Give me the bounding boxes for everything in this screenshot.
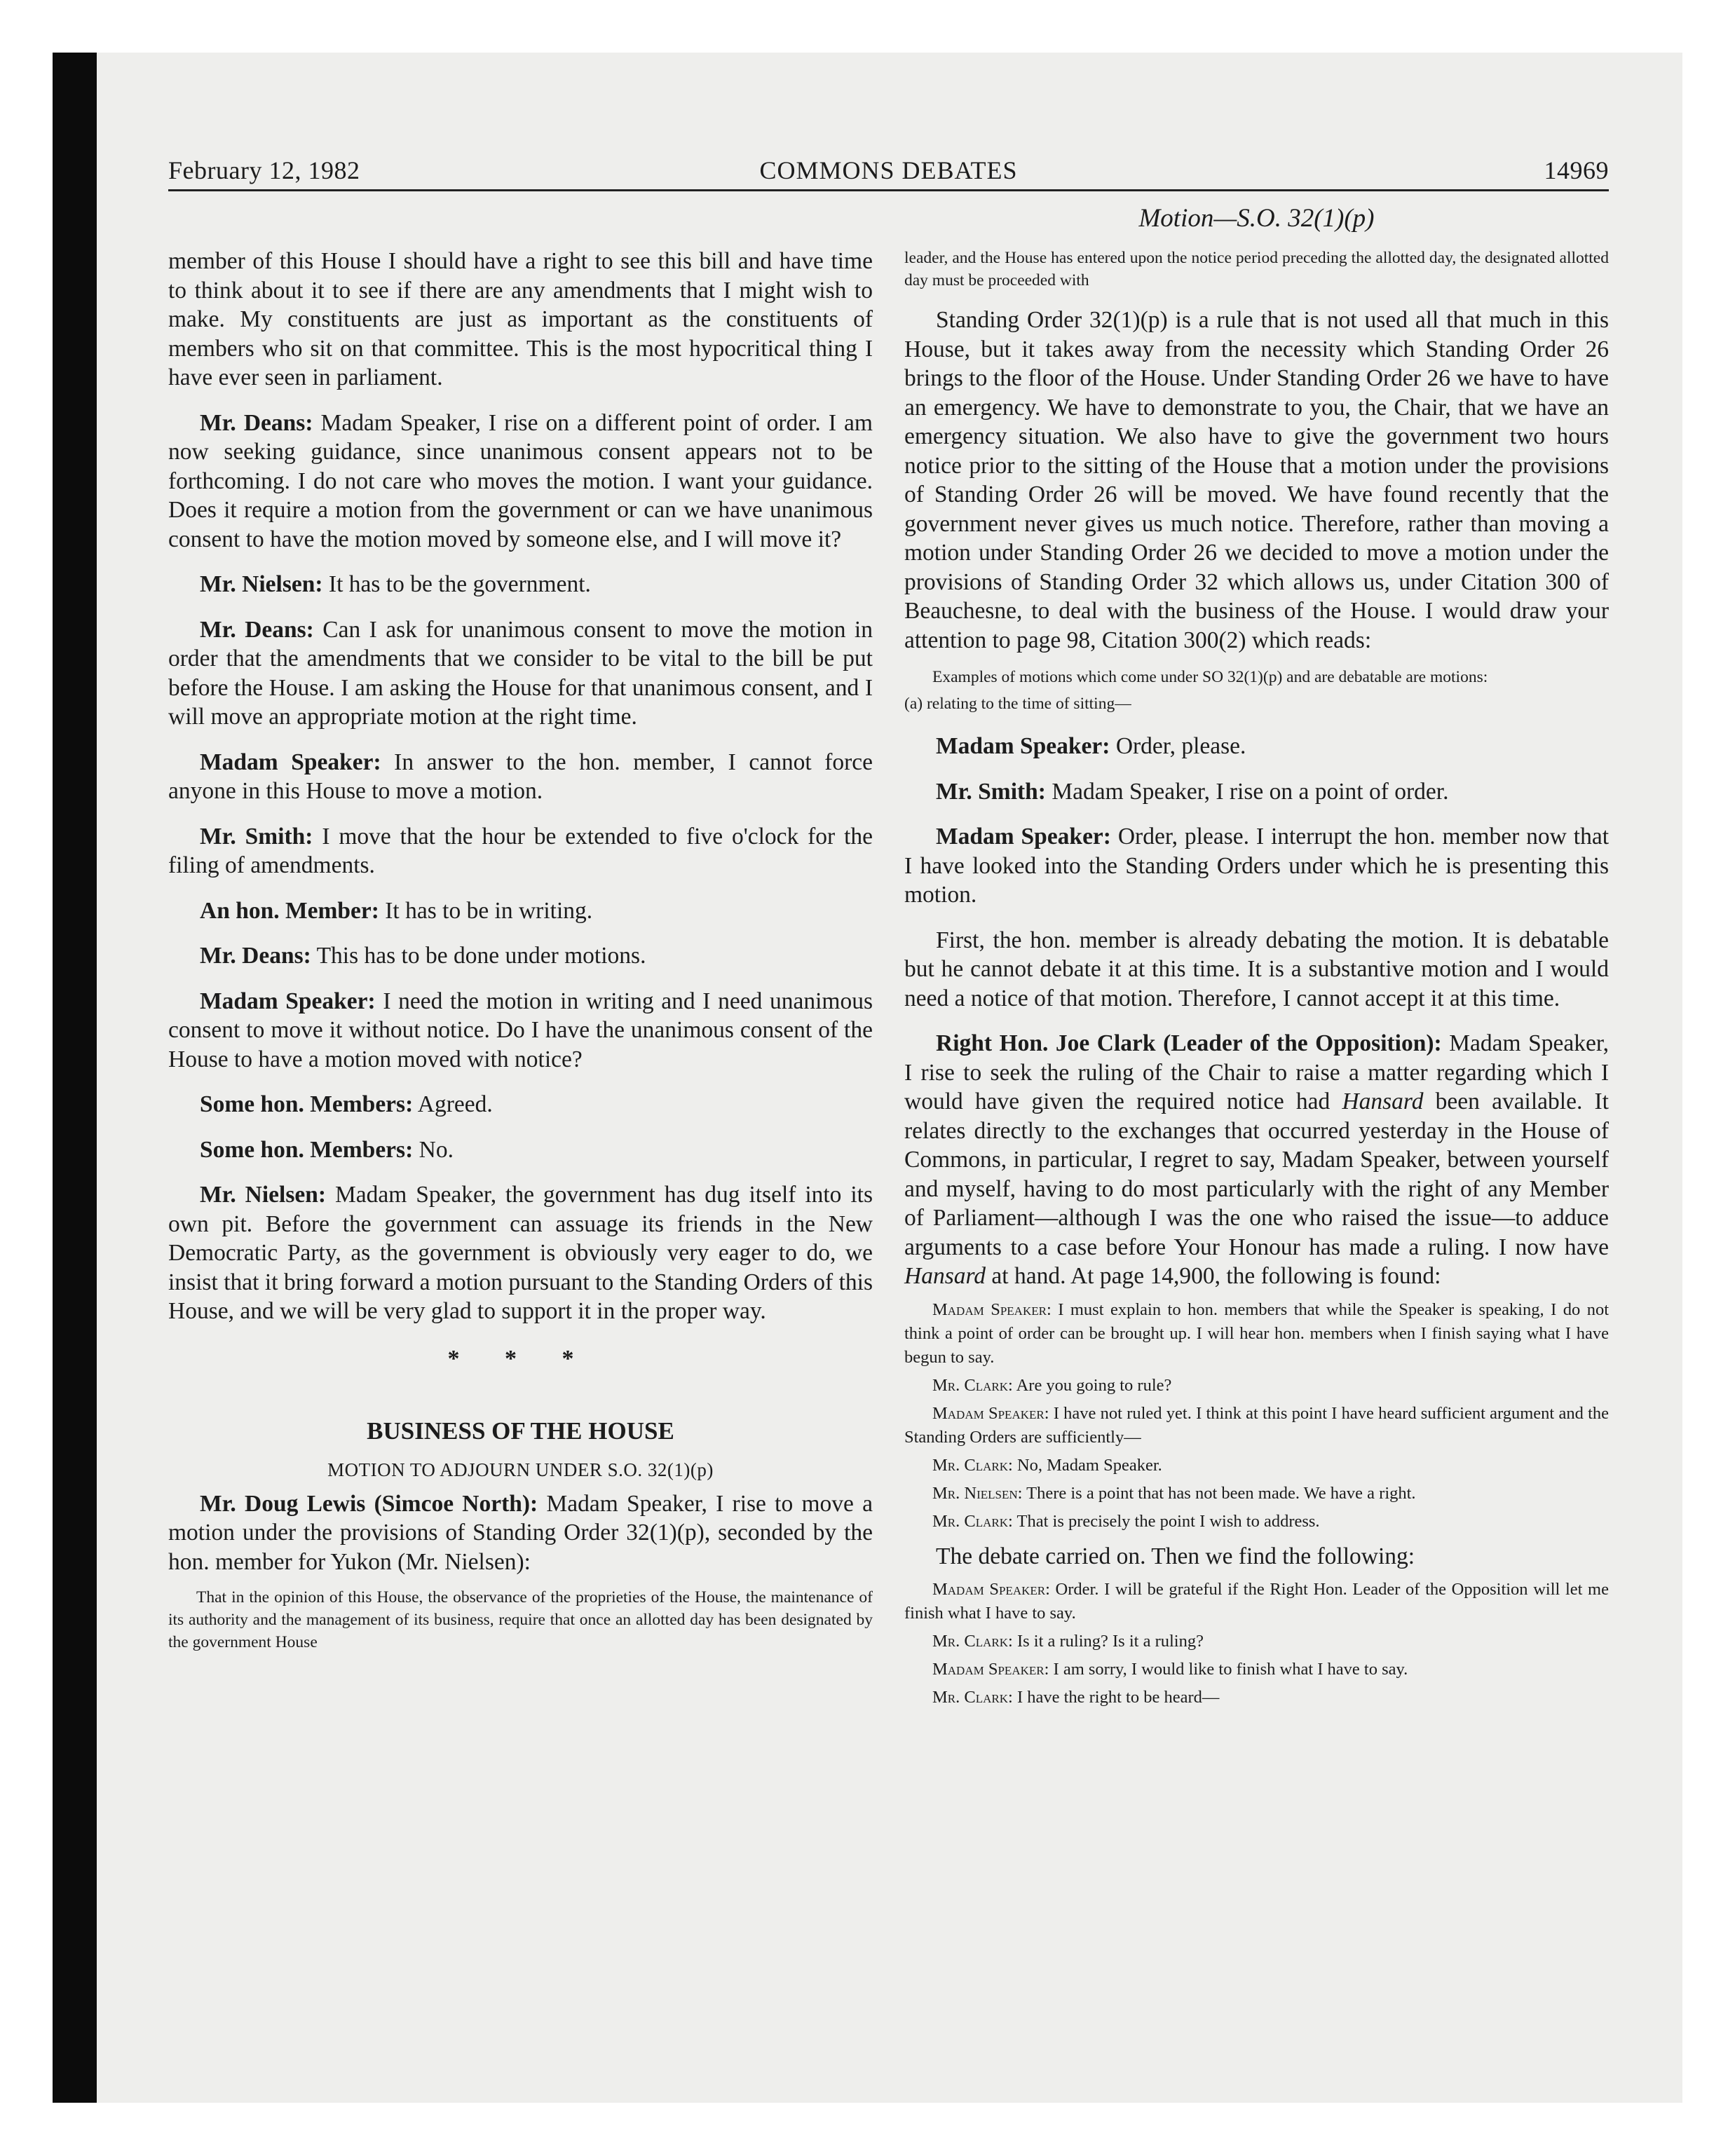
citation-quote: (a) relating to the time of sitting— [904,695,1131,713]
speaker: Madam Speaker: [936,733,1110,759]
speech-text: No. [413,1136,454,1163]
paragraph: The debate carried on. Then we find the following: [936,1543,1415,1569]
speaker: Madam Speaker: [200,749,381,775]
hansard-title: Hansard [904,1263,986,1289]
transcript-text: I have the right to be heard— [1012,1688,1220,1707]
hansard-title: Hansard [1342,1089,1424,1114]
header-page-number: 14969 [1544,156,1609,184]
speech [168,1489,873,1577]
speech [168,1090,873,1119]
speaker: Madam Speaker: [936,824,1111,850]
transcript-line [904,1658,1609,1681]
transcript-speaker: Mr. Nielsen: [932,1483,1023,1503]
transcript-line [904,1510,1609,1534]
transcript-line [904,1630,1609,1653]
speaker: Mr. Doug Lewis (Simcoe North): [200,1490,538,1517]
transcript-text: That is precisely the point I wish to address. [1012,1511,1320,1531]
speech-text: This has to be done under motions. [311,943,646,969]
speaker: An hon. Member: [200,897,379,924]
transcript-text: I must explain to hon. members that while the Speaker is speaking, I do not think a point of order can be brought up. I will hear hon. members when I finish saying what I have begun to say. [904,1299,1609,1367]
motion-text-continued: leader, and the House has entered upon the notice period preceding the allotted day, the designated allotted day must be proceeded with [904,249,1609,289]
transcript-line [904,1578,1609,1625]
speech [168,822,873,880]
speaker: Mr. Nielsen: [200,571,323,597]
transcript-speaker: Mr. Clark: [932,1688,1013,1707]
paragraph: First, the hon. member is already debating the motion. It is debatable but he cannot debate it at this time. It is a substantive motion and I would need a notice of that motion. Therefore, I cannot accept it at this time. [904,927,1609,1011]
paragraph: member of this House I should have a right to see this bill and have time to think about it to see if there are any amendments that I might wish to make. My constituents are just as important as the constituents of members who sit on that committee. This is the most hypocritical thing I have ever seen in parliament. [168,248,873,390]
header-rule [168,189,1609,191]
transcript-text: I have not ruled yet. I think at this point I have heard sufficient argument and the Standing Orders are sufficiently— [904,1403,1610,1447]
transcript-speaker: Madam Speaker: [932,1580,1050,1599]
speech [168,570,873,599]
left-column [168,247,873,1662]
speech-text: been available. It relates directly to the exchanges that occurred yesterday in the House of Commons, in particular, I regret to say, Madam Speaker, between yourself and myself, having to do most particularly with the right of any Member of Parliament—although I was the one who raised the issue—to adduce arguments to a case before Your Honour has made a ruling. I now have [904,1089,1609,1260]
transcript-line [904,1482,1609,1506]
speech [904,1029,1609,1291]
speech-text: Madam Speaker, the government has dug itself into its own pit. Before the government can assuage its friends in the New Democratic Party, as the government is obviously very eager to do, we insist that it bring forward a motion pursuant to the Standing Orders of this House, and we will be very glad to support it in the proper way. [168,1182,873,1324]
transcript-line [904,1686,1609,1710]
speech-text: Order, please. [1110,733,1246,759]
transcript-text: No, Madam Speaker. [1012,1455,1162,1475]
section-subheading: MOTION TO ADJOURN UNDER S.O. 32(1)(p) [327,1459,714,1480]
speech-text: I need the motion in writing and I need unanimous consent to move it without notice. Do I have the unanimous consent of the House to have a motion moved with notice? [168,988,873,1072]
scan-edge-bar [53,53,97,2103]
speech [168,615,873,732]
section-heading: BUSINESS OF THE HOUSE [367,1417,674,1445]
transcript-speaker: Mr. Clark: [932,1375,1013,1395]
right-column [904,247,1609,1714]
transcript-text: Are you going to rule? [1012,1375,1172,1395]
transcript-line [904,1298,1609,1370]
speech-text: It has to be in writing. [379,897,593,924]
speech [904,822,1609,910]
citation-quote: Examples of motions which come under SO 32(1)(p) and are debatable are motions: [932,668,1488,686]
transcript-line [904,1374,1609,1398]
speech-text: at hand. At page 14,900, the following is found: [986,1263,1441,1289]
speech [168,1180,873,1326]
section-separator: * * * [447,1345,594,1372]
speaker: Madam Speaker: [200,988,376,1014]
transcript-line [904,1402,1609,1449]
speaker: Right Hon. Joe Clark (Leader of the Opposition): [936,1030,1442,1056]
paragraph: Standing Order 32(1)(p) is a rule that is not used all that much in this House, but it takes away from the necessity which Standing Order 26 brings to the floor of the House. Under Standing Order 26 we have to have an emergency. We have to demonstrate to you, the Chair, that we have an emergency situation. We also have to give the government two hours notice prior to the sitting of the House that a motion under the provisions of Standing Order 26 will be moved. We have found recently that the government never gives us much notice. Therefore, rather than moving a motion under Standing Order 26 we decided to move a motion under the provisions of Standing Order 32 which allows us, under Citation 300 of Beauchesne, to deal with the business of the House. I would draw your attention to page 98, Citation 300(2) which reads: [904,307,1609,653]
speaker: Mr. Smith: [936,778,1046,805]
speech-text: Madam Speaker, I rise on a point of order. [1045,778,1449,805]
transcript-speaker: Mr. Clark: [932,1455,1013,1475]
speech-text: Order, please. I interrupt the hon. member now that I have looked into the Standing Orders under which he is presenting this motion. [904,824,1610,908]
running-head: Motion—S.O. 32(1)(p) [1138,204,1375,233]
page-header [168,156,1609,191]
transcript-text: I am sorry, I would like to finish what I have to say. [1049,1660,1408,1679]
speech-text: Madam Speaker, I rise to move a motion under the provisions of Standing Order 32(1)(p), seconded by the hon. member for Yukon (Mr. Nielsen): [168,1490,873,1575]
transcript-line [904,1454,1609,1478]
header-title: COMMONS DEBATES [759,156,1018,184]
header-date: February 12, 1982 [168,156,360,184]
transcript-speaker: Mr. Clark: [932,1632,1013,1651]
speaker: Some hon. Members: [200,1091,414,1117]
speech [904,732,1609,761]
transcript-text: There is a point that has not been made. We have a right. [1022,1483,1416,1503]
transcript-speaker: Madam Speaker: [932,1403,1049,1423]
speaker: Some hon. Members: [200,1136,414,1163]
speech [168,896,873,926]
speaker: Mr. Deans: [200,616,314,643]
speech [168,748,873,806]
motion-text: That in the opinion of this House, the observance of the proprieties of the House, the maintenance of its authority and the management of its business, require that once an allotted day has been designated by the government House [168,1588,873,1651]
transcript-text: Is it a ruling? Is it a ruling? [1012,1632,1204,1651]
speech-text: Can I ask for unanimous consent to move the motion in order that the amendments that we consider to be vital to the bill be put before the House. I am asking the House for that unanimous consent, and I will move an appropriate motion at the right time. [168,616,873,730]
transcript-speaker: Mr. Clark: [932,1511,1013,1531]
speech [168,941,873,971]
speech [168,1135,873,1165]
speech-text: Madam Speaker, I rise to seek the ruling of the Chair to raise a matter regarding which I would have given the required notice had [904,1030,1610,1114]
speaker: Mr. Deans: [200,409,313,436]
speech [168,987,873,1074]
speech-text: Madam Speaker, I rise on a different point of order. I am now seeking guidance, since unanimous consent appears not to be forthcoming. I do not care who moves the motion. I want your guidance. Does it require a motion from the government or can we have unanimous consent to have the motion moved by someone else, and I will move it? [168,409,873,552]
transcript-text: Order. I will be grateful if the Right Hon. Leader of the Opposition will let me finish what I have to say. [904,1580,1609,1623]
speaker: Mr. Deans: [200,943,311,969]
speech [168,409,873,554]
speaker: Mr. Smith: [200,823,313,850]
speech-text: It has to be the government. [322,571,591,597]
speaker: Mr. Nielsen: [200,1182,327,1208]
speech-text: I move that the hour be extended to five o'clock for the filing of amendments. [168,823,873,878]
speech-text: Agreed. [413,1091,493,1117]
speech [904,777,1609,807]
transcript-speaker: Madam Speaker: [932,1660,1049,1679]
transcript-speaker: Madam Speaker: [932,1299,1052,1319]
speech-text: In answer to the hon. member, I cannot force anyone in this House to move a motion. [168,749,873,804]
